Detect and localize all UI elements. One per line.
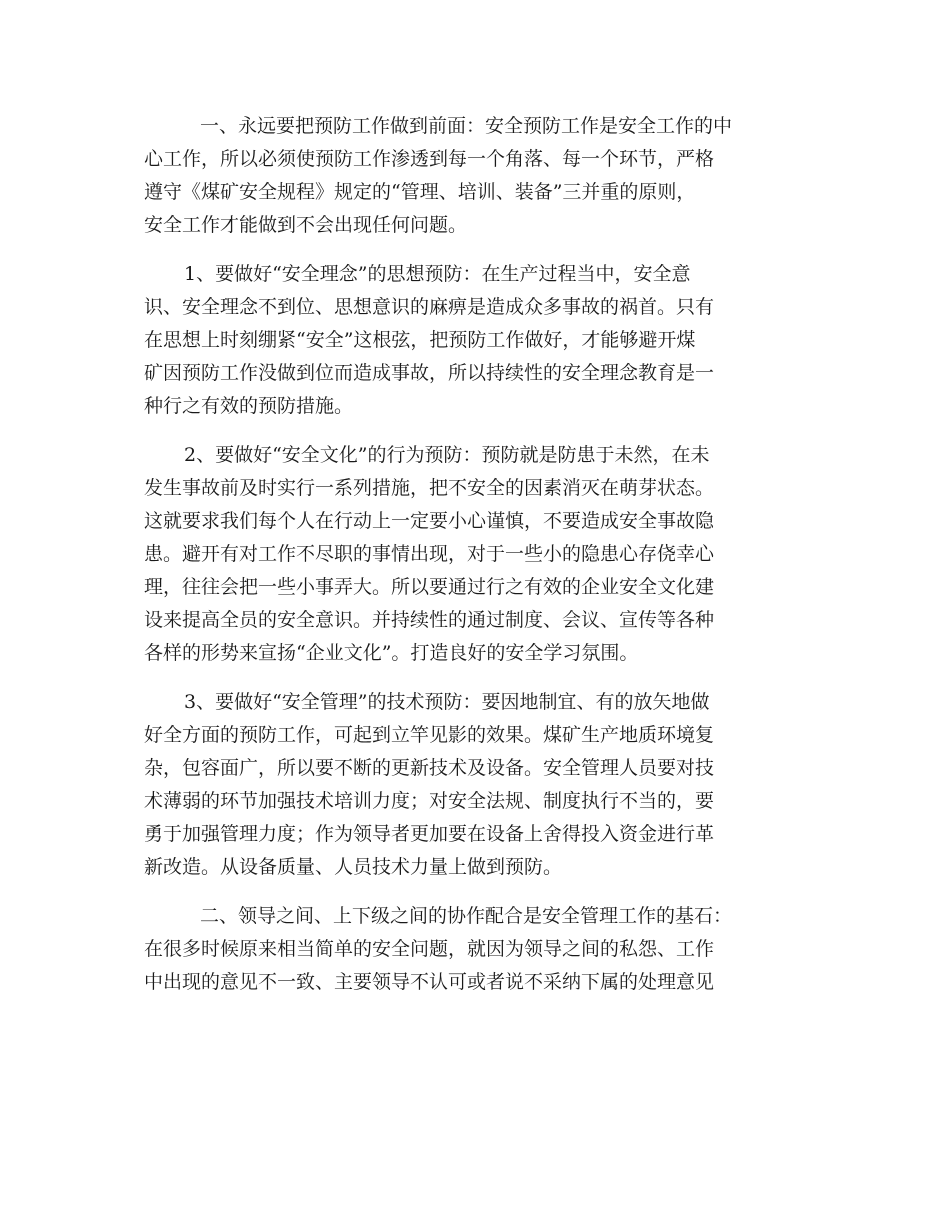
paragraph-line: 理，往往会把一些小事弄大。所以要通过行之有效的企业安全文化建 xyxy=(144,576,715,598)
paragraph-line: 遵守《煤矿安全规程》规定的“管理、培训、装备”三并重的原则， xyxy=(144,181,696,203)
paragraph-line: 安全工作才能做到不会出现任何问题。 xyxy=(144,214,468,236)
paragraph-line: 勇于加强管理力度；作为领导者更加要在设备上舍得投入资金进行革 xyxy=(144,823,715,845)
paragraph-item-3 xyxy=(144,686,808,884)
paragraph-line: 患。避开有对工作不尽职的事情出现，对于一些小的隐患心存侥幸心 xyxy=(144,543,715,565)
paragraph-line: 二、领导之间、上下级之间的协作配合是安全管理工作的基石： xyxy=(200,905,733,927)
paragraph-line: 好全方面的预防工作，可起到立竿见影的效果。煤矿生产地质环境复 xyxy=(144,724,715,746)
paragraph-line: 在很多时候原来相当简单的安全问题，就因为领导之间的私怨、工作 xyxy=(144,938,715,960)
paragraph-line: 3、要做好“安全管理”的技术预防：要因地制宜、有的放矢地做 xyxy=(184,691,710,713)
paragraph-line: 发生事故前及时实行一系列措施，把不安全的因素消灭在萌芽状态。 xyxy=(144,477,715,499)
document-body xyxy=(144,110,808,1015)
paragraph-line: 在思想上时刻绷紧“安全”这根弦，把预防工作做好，才能够避开煤 xyxy=(144,329,696,351)
paragraph-line: 杂，包容面广，所以要不断的更新技术及设备。安全管理人员要对技 xyxy=(144,757,715,779)
paragraph-line: 设来提高全员的安全意识。并持续性的通过制度、会议、宣传等各种 xyxy=(144,609,715,631)
paragraph-line: 术薄弱的环节加强技术培训力度；对安全法规、制度执行不当的，要 xyxy=(144,790,715,812)
paragraph-line: 种行之有效的预防措施。 xyxy=(144,395,354,417)
paragraph-item-2 xyxy=(144,439,808,670)
paragraph-line: 1、要做好“安全理念”的思想预防：在生产过程当中，安全意 xyxy=(184,263,691,285)
paragraph-section-1 xyxy=(144,110,808,242)
paragraph-line: 矿因预防工作没做到位而造成事故，所以持续性的安全理念教育是一 xyxy=(144,362,715,384)
paragraph-line: 各样的形势来宣扬“企业文化”。打造良好的安全学习氛围。 xyxy=(144,642,639,664)
paragraph-line: 一、永远要把预防工作做到前面：安全预防工作是安全工作的中 xyxy=(200,115,733,137)
paragraph-line: 识、安全理念不到位、思想意识的麻痹是造成众多事故的祸首。只有 xyxy=(144,296,715,318)
paragraph-section-2 xyxy=(144,900,808,999)
paragraph-line: 中出现的意见不一致、主要领导不认可或者说不采纳下属的处理意见 xyxy=(144,971,715,993)
paragraph-line: 新改造。从设备质量、人员技术力量上做到预防。 xyxy=(144,856,563,878)
paragraph-line: 心工作，所以必须使预防工作渗透到每一个角落、每一个环节，严格 xyxy=(144,148,715,170)
paragraph-line: 2、要做好“安全文化”的行为预防：预防就是防患于未然，在未 xyxy=(184,444,710,466)
paragraph-item-1 xyxy=(144,258,808,423)
paragraph-line: 这就要求我们每个人在行动上一定要小心谨慎，不要造成安全事故隐 xyxy=(144,510,715,532)
